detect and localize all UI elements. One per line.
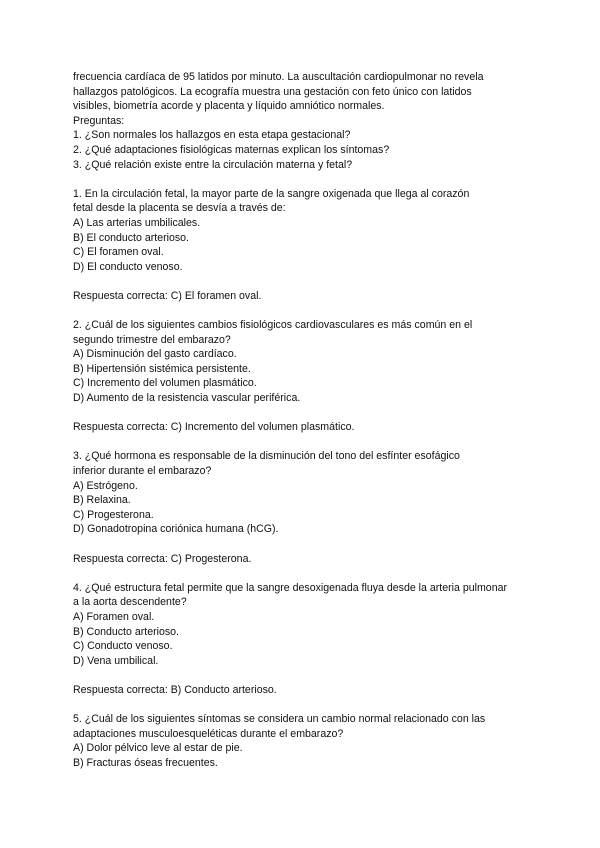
- option-b: B) Fracturas óseas frecuentes.: [73, 756, 218, 769]
- option-d: D) Gonadotropina coriónica humana (hCG).: [73, 523, 279, 536]
- spacer: [73, 668, 543, 683]
- case-intro: [73, 70, 543, 172]
- question-stem: segundo trimestre del embarazo?: [73, 333, 231, 346]
- question-stem: 1. En la circulación fetal, la mayor parte de la sangre oxigenada que llega al corazón: [73, 187, 470, 200]
- option-b: B) Conducto arterioso.: [73, 625, 179, 638]
- question-stem: 2. ¿Cuál de los siguientes cambios fisiológicos cardiovasculares es más común en el: [73, 319, 473, 332]
- intro-line: visibles, biometría acorde y placenta y líquido amniótico normales.: [73, 100, 385, 113]
- option-d: D) Aumento de la resistencia vascular periférica.: [73, 392, 301, 405]
- open-question: 2. ¿Qué adaptaciones fisiológicas maternas explican los síntomas?: [73, 143, 390, 156]
- spacer: [73, 566, 543, 581]
- option-b: B) Hipertensión sistémica persistente.: [73, 362, 251, 375]
- question-stem: adaptaciones musculoesqueléticas durante el embarazo?: [73, 727, 344, 740]
- open-question: 3. ¿Qué relación existe entre la circulación materna y fetal?: [73, 158, 353, 171]
- option-d: D) El conducto venoso.: [73, 260, 183, 273]
- option-b: B) Relaxina.: [73, 494, 131, 507]
- option-a: A) Estrógeno.: [73, 479, 138, 492]
- option-d: D) Vena umbilical.: [73, 654, 159, 667]
- correct-answer: Respuesta correcta: B) Conducto arterioso.: [73, 683, 277, 696]
- mcq-question-3: [73, 449, 543, 566]
- document-page: [73, 70, 543, 771]
- option-a: A) Dolor pélvico leve al estar de pie.: [73, 742, 243, 755]
- spacer: [73, 435, 543, 450]
- mcq-question-2: [73, 318, 543, 435]
- spacer: [73, 698, 543, 713]
- spacer: [73, 537, 543, 552]
- correct-answer: Respuesta correcta: C) Progesterona.: [73, 552, 252, 565]
- mcq-question-4: [73, 581, 543, 698]
- option-b: B) El conducto arterioso.: [73, 231, 189, 244]
- spacer: [73, 172, 543, 187]
- option-a: A) Las arterias umbilicales.: [73, 216, 201, 229]
- spacer: [73, 304, 543, 319]
- option-c: C) Incremento del volumen plasmático.: [73, 377, 257, 390]
- spacer: [73, 274, 543, 289]
- mcq-question-5: [73, 712, 543, 770]
- question-stem: 5. ¿Cuál de los siguientes síntomas se considera un cambio normal relacionado con las: [73, 713, 486, 726]
- intro-line: hallazgos patológicos. La ecografía muestra una gestación con feto único con latidos: [73, 85, 472, 98]
- open-question: 1. ¿Son normales los hallazgos en esta etapa gestacional?: [73, 129, 351, 142]
- option-c: C) Progesterona.: [73, 508, 154, 521]
- mcq-question-1: [73, 187, 543, 304]
- correct-answer: Respuesta correcta: C) Incremento del volumen plasmático.: [73, 421, 355, 434]
- question-stem: 3. ¿Qué hormona es responsable de la disminución del tono del esfínter esofágico: [73, 450, 460, 463]
- option-c: C) Conducto venoso.: [73, 640, 173, 653]
- question-stem: inferior durante el embarazo?: [73, 465, 212, 478]
- option-a: A) Foramen oval.: [73, 610, 155, 623]
- intro-line: frecuencia cardíaca de 95 latidos por minuto. La auscultación cardiopulmonar no revela: [73, 71, 484, 83]
- question-stem: 4. ¿Qué estructura fetal permite que la sangre desoxigenada fluya desde la arteria pulmonar: [73, 581, 508, 594]
- question-stem: fetal desde la placenta se desvía a través de:: [73, 202, 286, 215]
- option-c: C) El foramen oval.: [73, 246, 164, 259]
- questions-header: Preguntas:: [73, 114, 125, 127]
- option-a: A) Disminución del gasto cardíaco.: [73, 348, 237, 361]
- spacer: [73, 406, 543, 421]
- correct-answer: Respuesta correcta: C) El foramen oval.: [73, 289, 262, 302]
- question-stem: a la aorta descendente?: [73, 596, 187, 609]
